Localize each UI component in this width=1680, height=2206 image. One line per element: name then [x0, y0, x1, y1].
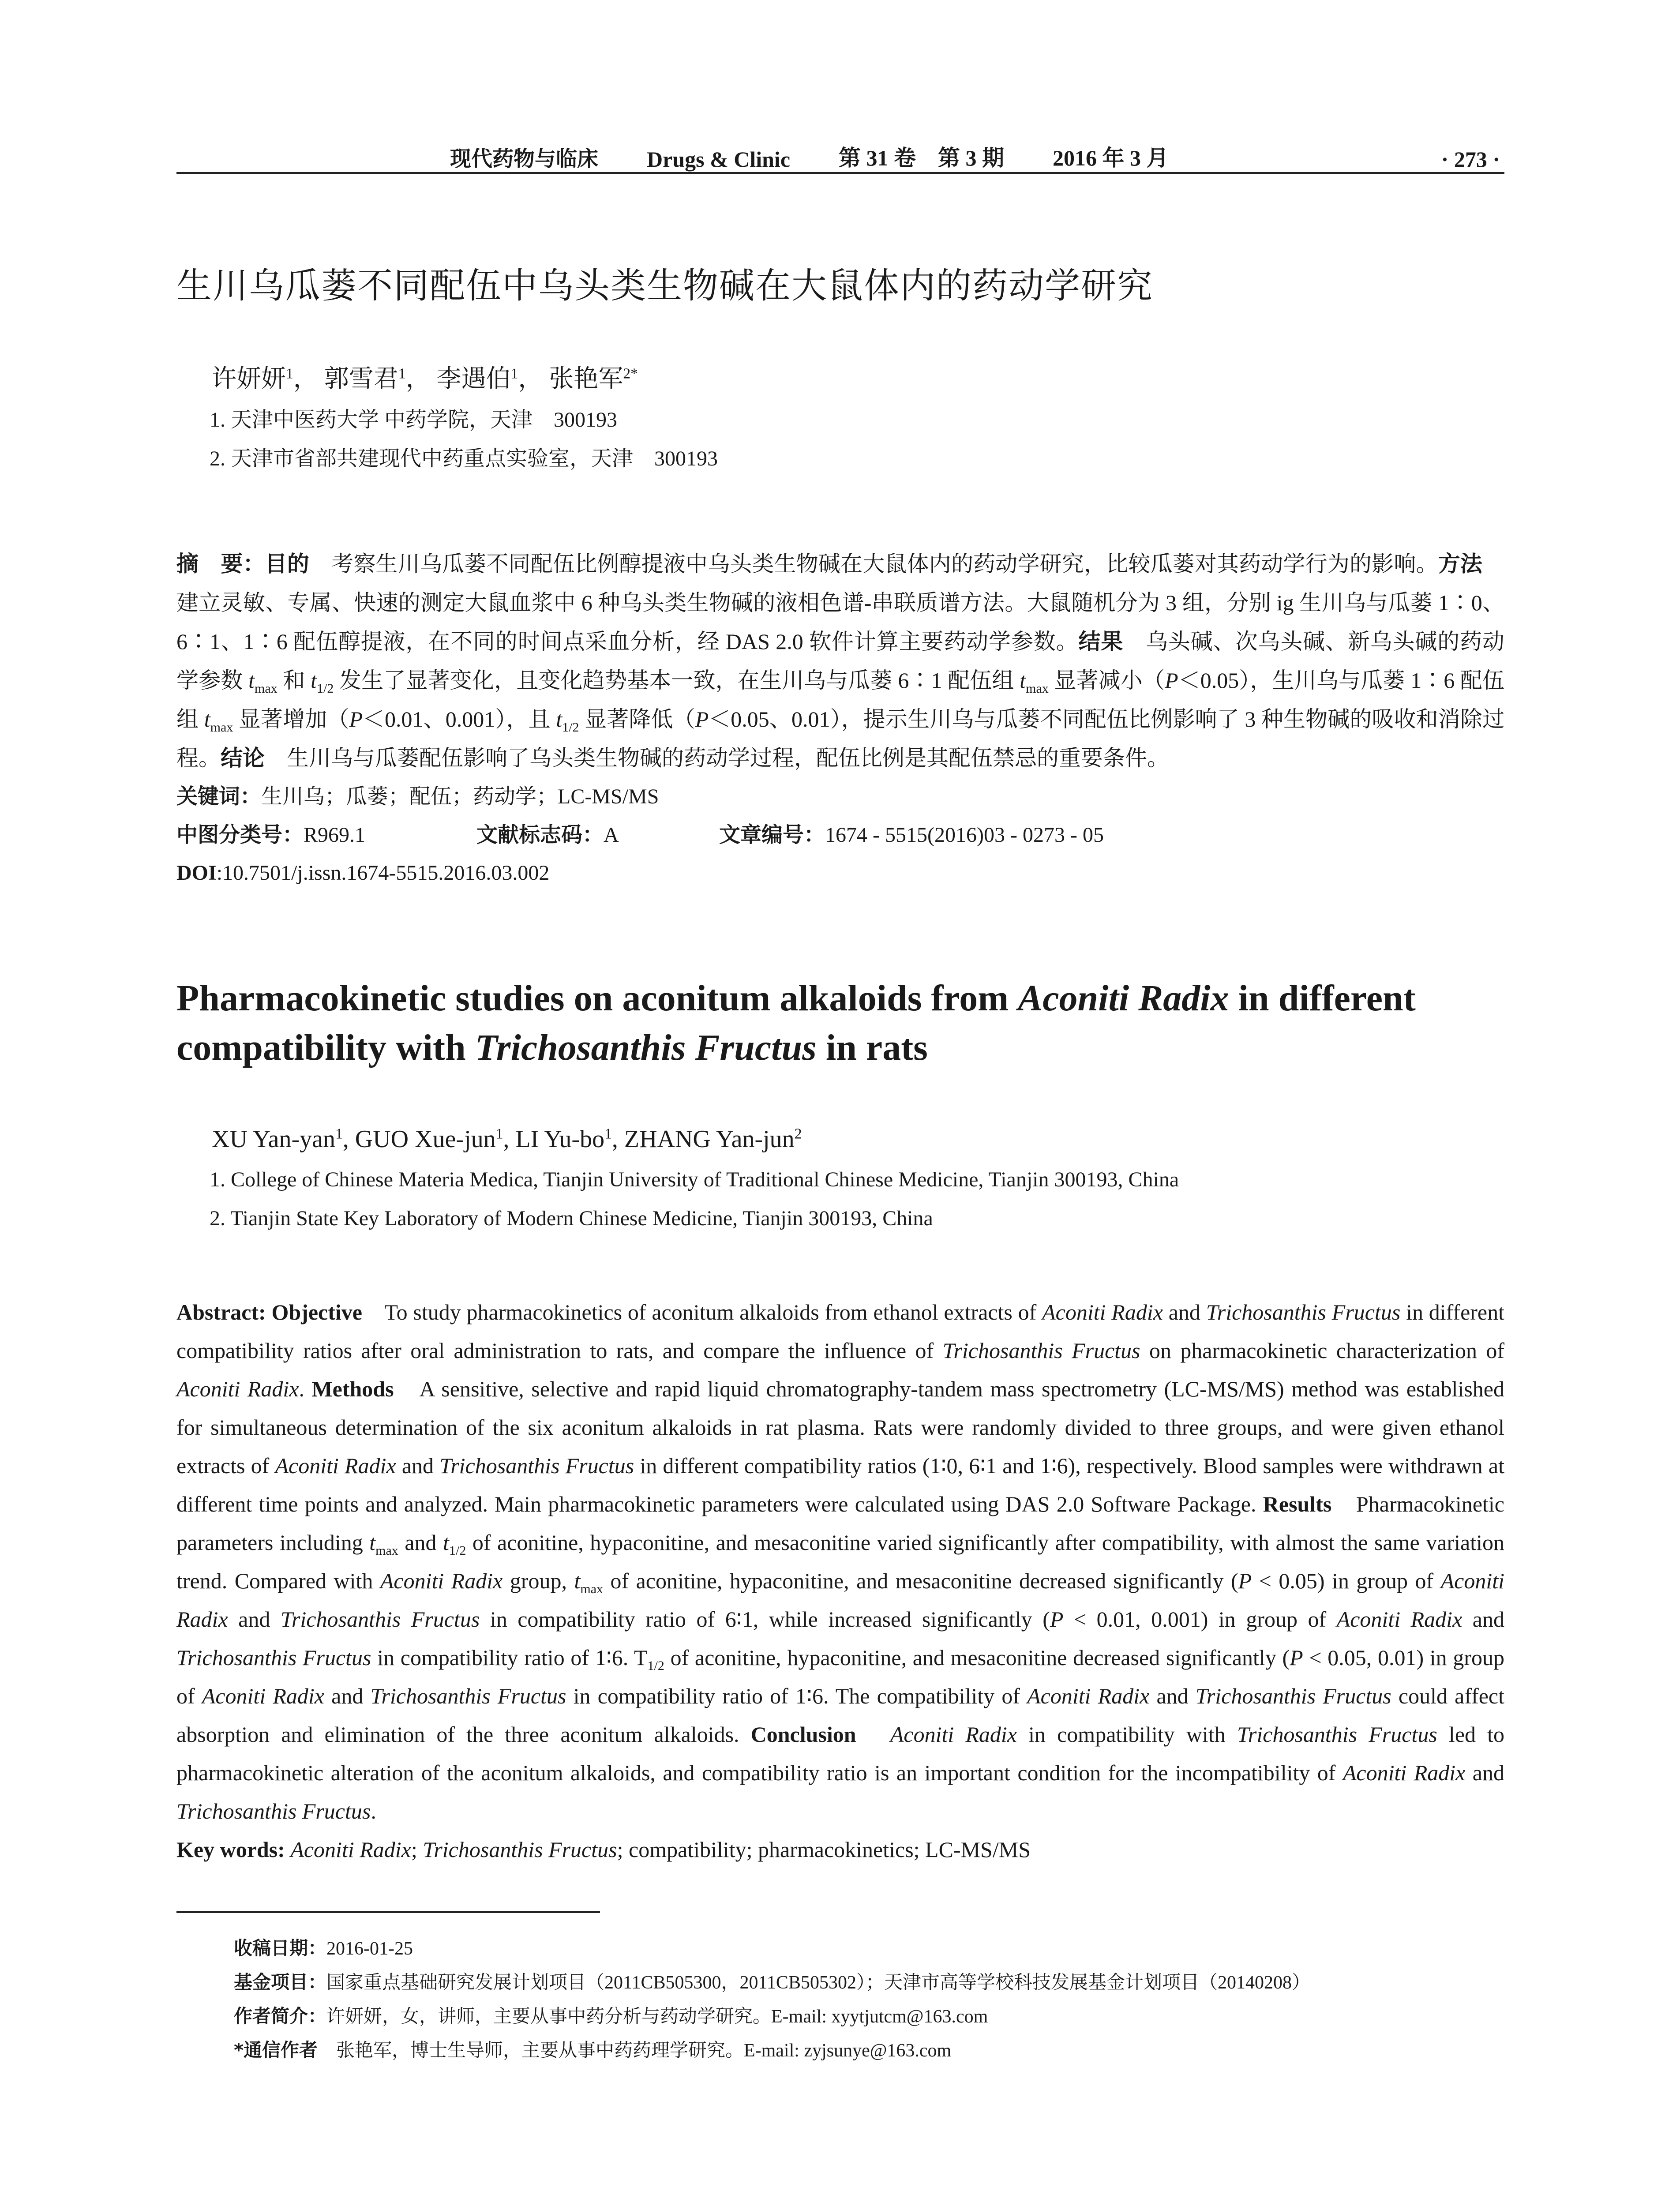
clc-label: 中图分类号：: [176, 822, 304, 847]
abstract-text: < 0.01, 0.001) in group of: [1063, 1607, 1337, 1632]
keywords-value-cn: 生川乌；瓜蒌；配伍；药动学；LC-MS/MS: [261, 785, 659, 808]
results-text-cn: 显著减小（: [1048, 668, 1165, 693]
abstract-en: [176, 1293, 1504, 1831]
abstract-text: Pharmacokinetic parameters including: [176, 1492, 1504, 1555]
sub-max: max: [255, 681, 278, 696]
var-t: t: [369, 1530, 376, 1555]
abstract-text: of aconitine, hypaconitine, and mesaconitine varied significantly after compatibility, with almost the same variation trend. Compared with: [176, 1530, 1504, 1594]
author-cn: 李遇伯: [436, 365, 511, 393]
doc-value: A: [604, 823, 619, 847]
footnote-text: 张艳军，博士生导师，主要从事中药药理学研究。E-mail: zyjsunye@163.com: [317, 2041, 952, 2061]
classification-line: [176, 816, 1504, 854]
species-name: Trichosanthis Fructus: [280, 1607, 480, 1632]
species-name: Trichosanthis Fructus: [176, 1799, 371, 1824]
abstract-text: and: [324, 1684, 371, 1709]
author-sup: 2*: [623, 365, 638, 382]
keywords-cn: [176, 777, 1504, 816]
conclusion-text-cn: 生川乌与瓜蒌配伍影响了乌头类生物碱的药动学过程，配伍比例是其配伍禁忌的重要条件。: [265, 746, 1169, 770]
methods-label-en: Methods: [311, 1377, 394, 1402]
methods-text-cn: 建立灵敏、专属、快速的测定大鼠血浆中 6 种乌头类生物碱的液相色谱-串联质谱方法。大鼠随机分为 3 组，分别 ig 生川乌与瓜蒌 1∶0、6∶1、1∶6 配伍醇提液，在不同的时间点采血分析，经 DAS 2.0 软件计算主要药动学参数。: [176, 552, 1505, 654]
author-sup: 1: [495, 1126, 503, 1142]
species-name: Aconiti Radix: [202, 1684, 324, 1709]
sub-half: 1/2: [317, 681, 334, 696]
keywords-label-cn: 关键词：: [176, 784, 262, 809]
footnote-label: *通信作者: [234, 2039, 318, 2061]
affiliations-en: [176, 1160, 1504, 1238]
results-label-cn: 结果: [1078, 629, 1124, 654]
doi-value: :10.7501/j.issn.1674-5515.2016.03.002: [216, 861, 550, 885]
journal-name-cn: 现代药物与临床: [450, 147, 599, 171]
var-t: t: [311, 668, 317, 693]
title-en: [176, 974, 1504, 1072]
results-text-cn: ＜0.05），生川乌与瓜蒌 1∶6 配伍组: [176, 668, 1505, 732]
document-code: [476, 816, 719, 854]
footnote-funding: [234, 1966, 1504, 2000]
article-number: [719, 816, 1104, 854]
abstract-text: To study pharmacokinetics of aconitum alkaloids from ethanol extracts of: [362, 1300, 1042, 1325]
species-name: Aconiti Radix: [275, 1453, 396, 1478]
abstract-text: led to pharmacokinetic alteration of the aconitum alkaloids, and compatibility ratio is an important condition for the incompatibility of: [176, 1722, 1505, 1786]
sub-max: max: [210, 720, 233, 735]
title-en-part: in rats: [816, 1027, 928, 1068]
keyword-en: ; compatibility; pharmacokinetics; LC-MS/MS: [617, 1837, 1031, 1862]
title-en-part: Pharmacokinetic studies on aconitum alkaloids from: [176, 978, 1018, 1019]
abstract-text: in compatibility with: [1017, 1722, 1237, 1747]
art-label: 文章编号：: [719, 822, 825, 847]
var-p: P: [695, 707, 709, 732]
abstract-text: of aconitine, hypaconitine, and mesaconitine decreased significantly (: [603, 1568, 1238, 1594]
abstract-text: of aconitine, hypaconitine, and mesaconitine decreased significantly (: [664, 1645, 1290, 1670]
var-p: P: [1165, 668, 1178, 693]
author-sup: 1: [335, 1126, 343, 1142]
species-name: Aconiti Radix: [890, 1722, 1017, 1747]
conclusion-label-en: Conclusion: [750, 1722, 856, 1747]
abstract-text: and: [1462, 1607, 1504, 1632]
sub-max: max: [580, 1582, 604, 1597]
abstract-text: and: [396, 1453, 440, 1478]
species-name: Aconiti Radix: [176, 1377, 299, 1402]
keyword-sep: ;: [411, 1837, 423, 1862]
species-name: Aconiti Radix: [380, 1568, 503, 1594]
author-sup: 2: [794, 1126, 802, 1142]
doi-label: DOI: [176, 861, 217, 885]
abstract-text: and: [1149, 1684, 1196, 1709]
footnote-text: 国家重点基础研究发展计划项目（2011CB505300，2011CB505302）；天津市高等学校科技发展基金计划项目（20140208）: [326, 1973, 1310, 1993]
species-name: Trichosanthis Fructus: [176, 1645, 371, 1670]
journal-volume: 第 31 卷 第 3 期: [839, 146, 1005, 170]
art-value: 1674 - 5515(2016)03 - 0273 - 05: [825, 823, 1104, 847]
results-text-cn: ＜0.05、0.01），提示生川乌与瓜蒌不同配伍比例影响了 3 种生物碱的吸收和消除过程。: [176, 707, 1505, 770]
results-text-cn: 乌头碱、次乌头碱、新乌头碱的药动学参数: [176, 629, 1505, 693]
species-name: Trichosanthis Fructus: [1206, 1300, 1401, 1325]
footnote-received: [234, 1932, 1504, 1966]
objective-label-cn: 目的: [265, 551, 310, 577]
abstract-cn: [176, 544, 1504, 777]
footnote-text: 2016-01-25: [326, 1939, 413, 1959]
abstract-text: and: [398, 1530, 443, 1555]
results-text-cn: 显著降低（: [579, 707, 695, 732]
keyword-en: Aconiti Radix: [290, 1837, 411, 1862]
footnote-author-bio: [234, 2000, 1504, 2033]
var-t: t: [443, 1530, 449, 1555]
methods-label-cn: 方法: [1438, 551, 1483, 577]
footnote-corresponding: [234, 2033, 1504, 2067]
author-sup: 1: [604, 1126, 612, 1142]
results-text-cn: 发生了显著变化，且变化趋势基本一致，在生川乌与瓜蒌 6∶1 配伍组: [334, 668, 1020, 693]
sub-max: max: [375, 1543, 398, 1558]
abstract-text: [856, 1722, 890, 1747]
author-en: XU Yan-yan: [212, 1126, 335, 1153]
abstract-label-cn: 摘 要：: [176, 551, 265, 577]
footnote-divider: [176, 1911, 600, 1913]
var-t: t: [556, 707, 562, 732]
affiliation-en: 1. College of Chinese Materia Medica, Tianjin University of Traditional Chinese Medicine, Tianjin 300193, China: [210, 1168, 1179, 1192]
doi: [176, 854, 1504, 892]
footnote-label: 收稿日期：: [234, 1937, 327, 1959]
affiliation-cn: 2. 天津市省部共建现代中药重点实验室，天津 300193: [210, 447, 718, 470]
running-header: [176, 128, 1504, 174]
journal-name-en: Drugs & Clinic: [647, 147, 791, 172]
abstract-text: could affect absorption and elimination of the three aconitum alkaloids.: [176, 1684, 1505, 1747]
journal-date: 2016 年 3 月: [1053, 146, 1169, 170]
results-text-cn: 和: [277, 668, 311, 693]
footnotes: [234, 1932, 1504, 2067]
species-name: Trichosanthis Fructus: [370, 1684, 566, 1709]
var-t: t: [574, 1568, 581, 1594]
title-en-italic: Aconiti Radix: [1018, 978, 1229, 1019]
authors-cn: 许妍妍$^1$， 郭雪君$^1$， 李遇伯$^1$， 张艳军$^{2*}$: [212, 365, 638, 393]
conclusion-label-cn: 结论: [221, 745, 265, 771]
authors-en: XU Yan-yan$^1$, GUO Xue-jun$^1$, LI $Yu-bo^1$, ZHANG Yan-jun$^2$: [212, 1126, 802, 1153]
author-sup: 1: [398, 365, 406, 382]
abstract-text: in compatibility ratio of 6∶1, while increased significantly (: [480, 1607, 1050, 1632]
var-t: t: [248, 668, 255, 693]
author-cn: 张艳军: [549, 365, 623, 393]
footnote-label: 作者简介：: [234, 2005, 327, 2027]
doc-label: 文献标志码：: [476, 822, 604, 847]
species-name: Trichosanthis Fructus: [942, 1338, 1140, 1363]
author-sup: 1: [286, 365, 293, 382]
species-name: Aconiti Radix: [1336, 1607, 1462, 1632]
abstract-text: and: [228, 1607, 281, 1632]
sub-half: 1/2: [647, 1658, 664, 1673]
abstract-text: in compatibility ratio of 1∶6. T: [371, 1645, 648, 1670]
abstract-text: .: [371, 1799, 376, 1824]
species-name: Aconiti Radix: [1042, 1300, 1163, 1325]
abstract-text: < 0.05) in group of: [1252, 1568, 1441, 1594]
abstract-text: in different compatibility ratios after oral administration to rats, and compare the influence of: [176, 1300, 1504, 1363]
affiliations-cn: [176, 401, 1504, 478]
affiliation-en: 2. Tianjin State Key Laboratory of Modern Chinese Medicine, Tianjin 300193, China: [210, 1207, 933, 1231]
species-name: Aconiti Radix: [176, 1568, 1505, 1632]
author-en: GUO Xue-jun: [355, 1126, 496, 1153]
sub-half: 1/2: [562, 720, 579, 735]
results-text-cn: 显著增加（: [233, 707, 349, 732]
species-name: Trichosanthis Fructus: [439, 1453, 634, 1478]
footnote-label: 基金项目：: [234, 1971, 327, 1993]
abstract-text: < 0.05, 0.01) in group of: [176, 1645, 1504, 1709]
footnote-text: 许妍妍，女，讲师，主要从事中药分析与药动学研究。E-mail: xyytjutcm@163.com: [326, 2007, 988, 2027]
species-name: Aconiti Radix: [1342, 1760, 1466, 1786]
var-t: t: [1020, 668, 1026, 693]
title-en-part: in different compatibility with: [176, 978, 1416, 1068]
var-p: P: [1238, 1568, 1252, 1594]
sub-half: 1/2: [449, 1543, 466, 1558]
abstract-text: in compatibility ratio of 1∶6. The compatibility of: [566, 1684, 1028, 1709]
abstract-label-en: Abstract: Objective: [176, 1300, 362, 1325]
var-p: P: [1050, 1607, 1064, 1632]
species-name: Trichosanthis Fructus: [1237, 1722, 1437, 1747]
page-number: · 273 ·: [1441, 147, 1500, 172]
results-label-en: Results: [1263, 1492, 1332, 1517]
results-text-cn: ＜0.01、0.001），且: [363, 707, 556, 732]
keywords-en: [176, 1831, 1504, 1869]
var-t: t: [204, 707, 210, 732]
article-meta-cn: [176, 777, 1504, 892]
author-sup: 1: [510, 365, 518, 382]
abstract-text: and: [1465, 1760, 1504, 1786]
abstract-text: and: [1162, 1300, 1206, 1325]
keyword-en: Trichosanthis Fructus: [423, 1837, 617, 1862]
objective-text-cn: 考察生川乌瓜蒌不同配伍比例醇提液中乌头类生物碱在大鼠体内的药动学研究，比较瓜蒌对其药动学行为的影响。: [309, 552, 1438, 576]
keywords-label-en: Key words:: [176, 1837, 285, 1862]
species-name: Trichosanthis Fructus: [1195, 1684, 1391, 1709]
abstract-text: on pharmacokinetic characterization of: [1140, 1338, 1504, 1363]
var-p: P: [349, 707, 363, 732]
abstract-text: .: [299, 1377, 312, 1402]
sub-max: max: [1026, 681, 1049, 696]
abstract-text: group,: [502, 1568, 574, 1594]
clc-number: [176, 816, 476, 854]
abstract-text: A sensitive, selective and rapid liquid chromatography-tandem mass spectrometry (LC-MS/MS) method was established for simultaneous determination of the six aconitum alkaloids in rat plasma. Rats were randomly divided to three groups, and were given ethanol extracts of: [176, 1377, 1504, 1478]
species-name: Aconiti Radix: [1027, 1684, 1150, 1709]
title-cn: 生川乌瓜蒌不同配伍中乌头类生物碱在大鼠体内的药动学研究: [176, 265, 1153, 306]
author-cn: 许妍妍: [212, 365, 286, 393]
abstract-text: in different compatibility ratios (1∶0, 6∶1 and 1∶6), respectively. Blood samples were withdrawn at different time points and analyzed. Main pharmacokinetic parameters were calculated using DAS 2.0 Software Package.: [176, 1453, 1504, 1517]
author-cn: 郭雪君: [324, 365, 398, 393]
keyword-sep: [285, 1837, 291, 1862]
author-en: ZHANG Yan-jun: [624, 1126, 795, 1153]
affiliation-cn: 1. 天津中医药大学 中药学院，天津 300193: [210, 408, 618, 431]
paper-page: [176, 128, 1504, 2067]
title-en-italic: Trichosanthis Fructus: [475, 1027, 817, 1068]
clc-value: R969.1: [304, 823, 366, 847]
var-p: P: [1290, 1645, 1303, 1670]
author-en: LI Yu-bo: [515, 1126, 605, 1153]
